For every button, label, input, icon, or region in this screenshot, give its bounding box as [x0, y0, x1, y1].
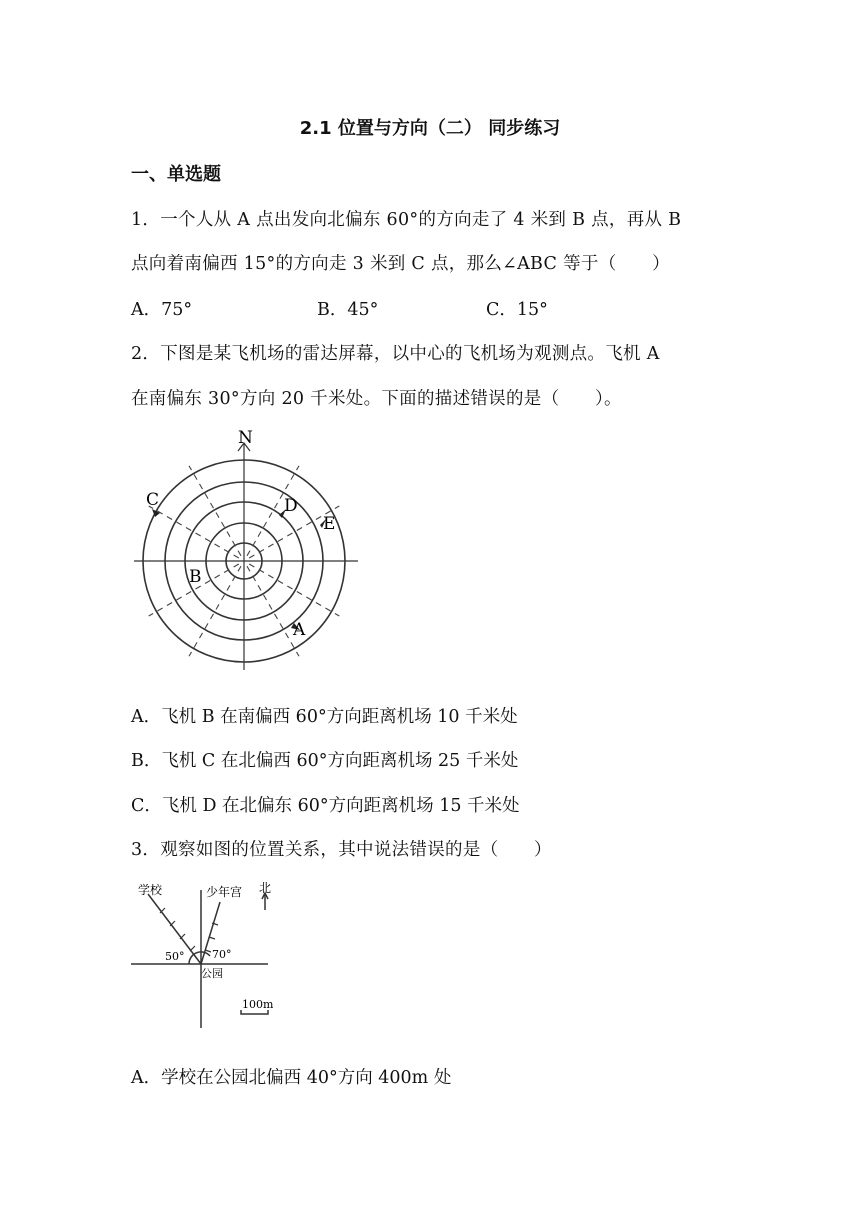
youth-palace-label: 少年宫: [206, 885, 243, 899]
page-title: 2.1 位置与方向（二） 同步练习: [299, 118, 561, 139]
q1-option-a[interactable]: A．75°: [131, 300, 193, 320]
q2-option-a[interactable]: A．飞机 B 在南偏西 60°方向距离机场 10 千米处: [131, 707, 518, 727]
radar-figure: [130, 425, 370, 675]
radar-radial-line: [247, 566, 299, 656]
radar-north-label: N: [238, 428, 253, 448]
q3-option-a[interactable]: A．学校在公园北偏西 40°方向 400m 处: [131, 1068, 452, 1088]
school-label: 学校: [138, 883, 163, 897]
q2-option-b[interactable]: B．飞机 C 在北偏西 60°方向距离机场 25 千米处: [131, 751, 519, 771]
q2-option-c[interactable]: C．飞机 D 在北偏东 60°方向距离机场 15 千米处: [131, 796, 520, 816]
q3-line1: 3．观察如图的位置关系，其中说法错误的是（ ）: [131, 840, 552, 860]
radar-label-c: C: [146, 490, 160, 510]
radar-label-b: B: [189, 567, 202, 587]
q2-line1: 2．下图是某飞机场的雷达屏幕，以中心的飞机场为观测点。飞机 A: [131, 344, 660, 364]
angle-50-label: 50°: [165, 950, 185, 963]
radar-radial-line: [149, 506, 239, 558]
scale-label: 100m: [242, 998, 273, 1011]
radar-label-e: E: [323, 514, 336, 534]
north-label: 北: [259, 881, 272, 895]
radar-label-a: A: [293, 620, 306, 640]
q1-line1: 1．一个人从 A 点出发向北偏东 60°的方向走了 4 米到 B 点，再从 B: [131, 210, 682, 230]
q1-option-b[interactable]: B．45°: [317, 300, 379, 320]
radar-radial-line: [249, 564, 339, 616]
park-label: 公园: [201, 967, 223, 980]
q1-line2: 点向着南偏西 15°的方向走 3 米到 C 点，那么∠ABC 等于（ ）: [131, 254, 670, 274]
radar-label-d: D: [284, 496, 298, 516]
radar-radial-line: [189, 466, 241, 556]
park-position-figure: [128, 880, 273, 1030]
angle-70-label: 70°: [212, 948, 232, 961]
section-heading: 一、单选题: [131, 164, 221, 185]
q1-option-c[interactable]: C．15°: [486, 300, 548, 320]
q2-line2: 在南偏东 30°方向 20 千米处。下面的描述错误的是（ ）。: [131, 389, 622, 409]
